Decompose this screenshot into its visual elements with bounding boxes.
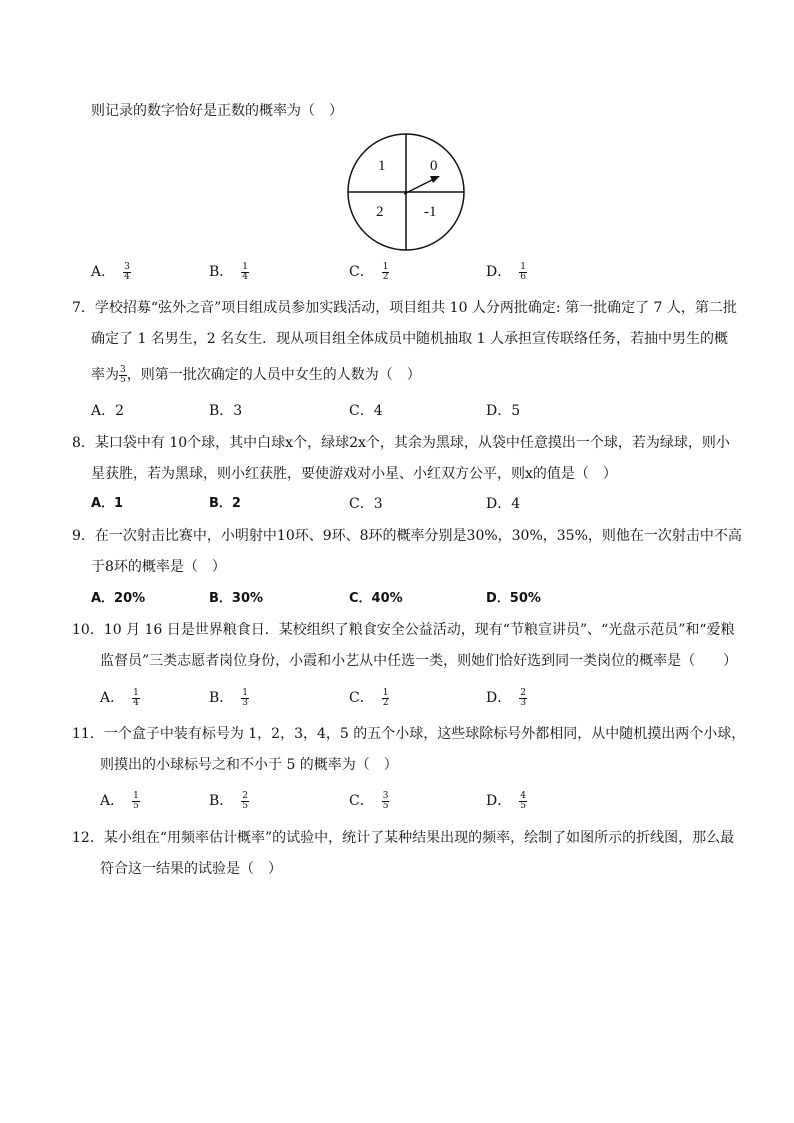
- q10-option-d: D． $\frac{2}{3}$: [486, 687, 526, 708]
- q9-line-1: 9．在一次射击比赛中，小明射中10环、9环、8环的概率分别是30%，30%，35%，则他在一次射击中不高: [72, 528, 742, 544]
- q12-line-2: 符合这一结果的试验是（ ）: [100, 861, 282, 877]
- q6-option-d: D． $\frac{1}{6}$: [486, 261, 526, 282]
- q11-option-b: B． $\frac{2}{5}$: [209, 790, 249, 811]
- q6-option-c: C． $\frac{1}{2}$: [349, 261, 389, 282]
- fraction: $\frac{1}{2}$: [382, 261, 389, 282]
- fraction: $\frac{3}{5}$: [382, 790, 389, 811]
- q7-option-c: C．4: [349, 403, 383, 419]
- q8-option-d: D．4: [486, 496, 521, 512]
- fraction: $\frac{3}{5}$: [120, 364, 126, 385]
- q9-option-a: A．20%: [91, 591, 146, 606]
- fraction: $\frac{2}{3}$: [520, 687, 526, 708]
- sector-label-1: 1: [378, 158, 386, 174]
- q11-option-c: C． $\frac{3}{5}$: [349, 790, 389, 811]
- fraction: $\frac{4}{5}$: [520, 790, 526, 811]
- sector-label-3: 2: [376, 204, 384, 220]
- q10-option-a: A． $\frac{1}{4}$: [100, 687, 139, 708]
- spinner-figure: [346, 132, 466, 252]
- q10-line-1: 10．10 月 16 日是世界粮食日．某校组织了粮食安全公益活动，现有“节粮宣讲员”、“光盘示范员”和“爱粮: [72, 622, 735, 638]
- sector-label-4: -1: [424, 204, 437, 220]
- q9-line-2: 于8环的概率是（ ）: [91, 559, 226, 575]
- q6-option-a: A． $\frac{3}{4}$: [91, 261, 130, 282]
- q9-option-b: B．30%: [209, 591, 264, 606]
- fraction: $\frac{1}{4}$: [242, 261, 249, 282]
- q8-option-a: A．1: [91, 496, 124, 511]
- q8-line-2: 星获胜，若为黑球，则小红获胜，要使游戏对小星、小红双方公平，则x的值是（ ）: [91, 466, 617, 482]
- q6-stem-tail: 则记录的数字恰好是正数的概率为（ ）: [91, 103, 343, 119]
- fraction: $\frac{1}{4}$: [133, 687, 139, 708]
- q10-option-b: B． $\frac{1}{3}$: [209, 687, 249, 708]
- q8-option-b: B．2: [209, 496, 241, 511]
- q7-option-b: B．3: [209, 403, 243, 419]
- q7-line-2: 确定了 1 名男生，2 名女生．现从项目组全体成员中随机抽取 1 人承担宣传联络任务，若抽中男生的概: [91, 331, 728, 347]
- fraction: $\frac{1}{3}$: [242, 687, 249, 708]
- spinner-arrow-icon: [430, 176, 440, 183]
- q12-line-1: 12．某小组在“用频率估计概率”的试验中，统计了某种结果出现的频率，绘制了如图所示的折线图，那么最: [72, 830, 735, 846]
- q8-option-c: C．3: [349, 496, 383, 512]
- fraction: $\frac{3}{4}$: [124, 261, 130, 282]
- q11-line-1: 11．一个盒子中装有标号为 1，2，3，4，5 的五个小球，这些球除标号外都相同，从中随机摸出两个小球，: [72, 726, 746, 742]
- q7-line-1: 7．学校招募“弦外之音”项目组成员参加实践活动，项目组共 10 人分两批确定: 第一批确定了 7 人，第二批: [72, 300, 737, 316]
- q7-option-a: A．2: [91, 403, 125, 419]
- q10-option-c: C． $\frac{1}{2}$: [349, 687, 389, 708]
- q11-option-a: A． $\frac{1}{5}$: [100, 790, 139, 811]
- fraction: $\frac{1}{2}$: [382, 687, 389, 708]
- q11-option-d: D． $\frac{4}{5}$: [486, 790, 526, 811]
- q9-option-d: D．50%: [486, 591, 541, 606]
- sector-label-2: 0: [430, 158, 438, 174]
- q9-option-c: C．40%: [349, 591, 403, 606]
- fraction: $\frac{2}{5}$: [242, 790, 249, 811]
- q11-line-2: 则摸出的小球标号之和不小于 5 的概率为（ ）: [100, 757, 398, 773]
- q7-line-3: 率为 $\frac{3}{5}$ ，则第一批次确定的人员中女生的人数为（ ）: [91, 364, 421, 385]
- q8-line-1: 8．某口袋中有 10个球，其中白球x个，绿球2x个，其余为黑球，从袋中任意摸出一个球，若为绿球，则小: [72, 435, 730, 451]
- q10-line-2: 监督员”三类志愿者岗位身份，小霞和小艺从中任选一类，则她们恰好选到同一类岗位的概率是（ ）: [100, 653, 738, 669]
- fraction: $\frac{1}{5}$: [133, 790, 139, 811]
- fraction: $\frac{1}{6}$: [520, 261, 526, 282]
- q7-option-d: D．5: [486, 403, 521, 419]
- q6-option-b: B． $\frac{1}{4}$: [209, 261, 249, 282]
